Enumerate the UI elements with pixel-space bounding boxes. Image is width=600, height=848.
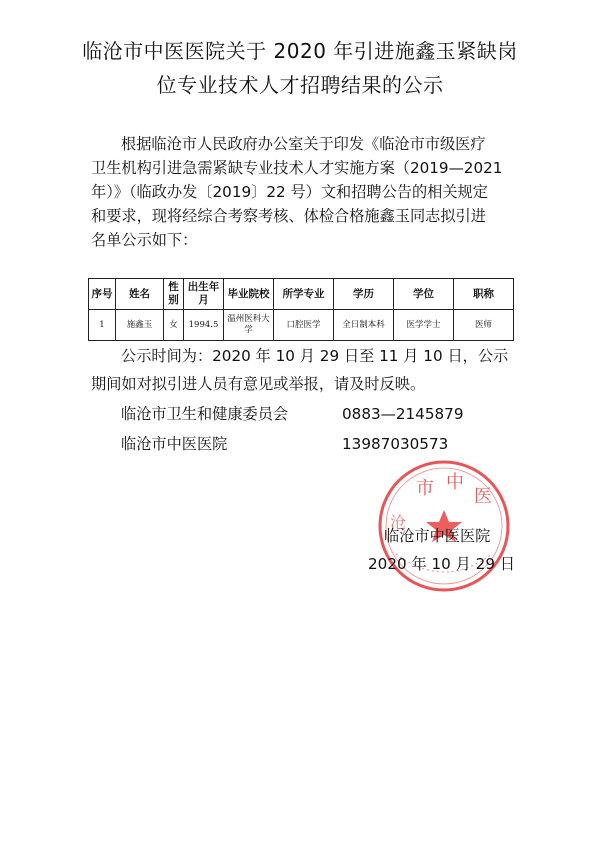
document-title-line2: 位专业技术人才招聘结果的公示 bbox=[156, 73, 444, 97]
header-cell: 毕业院校 bbox=[224, 279, 274, 310]
candidate-table bbox=[88, 278, 514, 341]
header-cell: 性别 bbox=[164, 279, 184, 310]
notice-line-1: 公示时间为：2020 年 10 月 29 日至 11 月 10 日，公示 bbox=[121, 347, 509, 365]
table-cell: 全日制本科 bbox=[334, 310, 394, 341]
header-cell: 序号 bbox=[89, 279, 116, 310]
table-cell: 口腔医学 bbox=[274, 310, 334, 341]
header-cell: 学历 bbox=[334, 279, 394, 310]
signature-org: 临沧市中医医院 bbox=[384, 527, 491, 545]
table-cell: 温州医科大学 bbox=[224, 310, 274, 341]
contact-phone-1: 0883—2145879 bbox=[342, 405, 464, 423]
contact-org-2: 临沧市中医医院 bbox=[121, 435, 228, 453]
header-cell: 职称 bbox=[454, 279, 514, 310]
intro-paragraph bbox=[91, 132, 521, 252]
header-cell: 出生年月 bbox=[184, 279, 224, 310]
table-cell: 女 bbox=[164, 310, 184, 341]
svg-text:市: 市 bbox=[416, 478, 434, 499]
document-title-line1: 临沧市中医医院关于 2020 年引进施鑫玉紧缺岗 bbox=[82, 39, 518, 63]
header-cell: 所学专业 bbox=[274, 279, 334, 310]
intro-line-5: 名单公示如下： bbox=[91, 231, 198, 249]
header-cell: 姓名 bbox=[116, 279, 164, 310]
svg-text:沧: 沧 bbox=[390, 513, 407, 532]
svg-text:中: 中 bbox=[446, 472, 464, 493]
table-header-row bbox=[89, 279, 514, 310]
notice-line-2: 期间如对拟引进人员有意见或举报，请及时反映。 bbox=[91, 375, 426, 393]
table-cell: 施鑫玉 bbox=[116, 310, 164, 341]
contact-phone-2: 13987030573 bbox=[342, 435, 449, 453]
intro-line-4: 和要求，现将经综合考察考核、体检合格施鑫玉同志拟引进 bbox=[91, 207, 486, 225]
intro-line-1: 根据临沧市人民政府办公室关于印发《临沧市市级医疗 bbox=[121, 135, 486, 153]
intro-line-2: 卫生机构引进急需紧缺专业技术人才实施方案（2019—2021 bbox=[91, 159, 503, 177]
table-cell: 1 bbox=[89, 310, 116, 341]
signature-date: 2020 年 10 月 29 日 bbox=[368, 555, 516, 573]
intro-line-3: 年）》（临政办发〔2019〕22 号）文和招聘公告的相关规定 bbox=[91, 183, 488, 201]
table-cell: 医学学士 bbox=[394, 310, 454, 341]
header-cell: 学位 bbox=[394, 279, 454, 310]
svg-text:医: 医 bbox=[474, 486, 492, 507]
table-row bbox=[89, 310, 514, 341]
table-cell: 医师 bbox=[454, 310, 514, 341]
contact-org-1: 临沧市卫生和健康委员会 bbox=[121, 405, 289, 423]
table-cell: 1994.5 bbox=[184, 310, 224, 341]
